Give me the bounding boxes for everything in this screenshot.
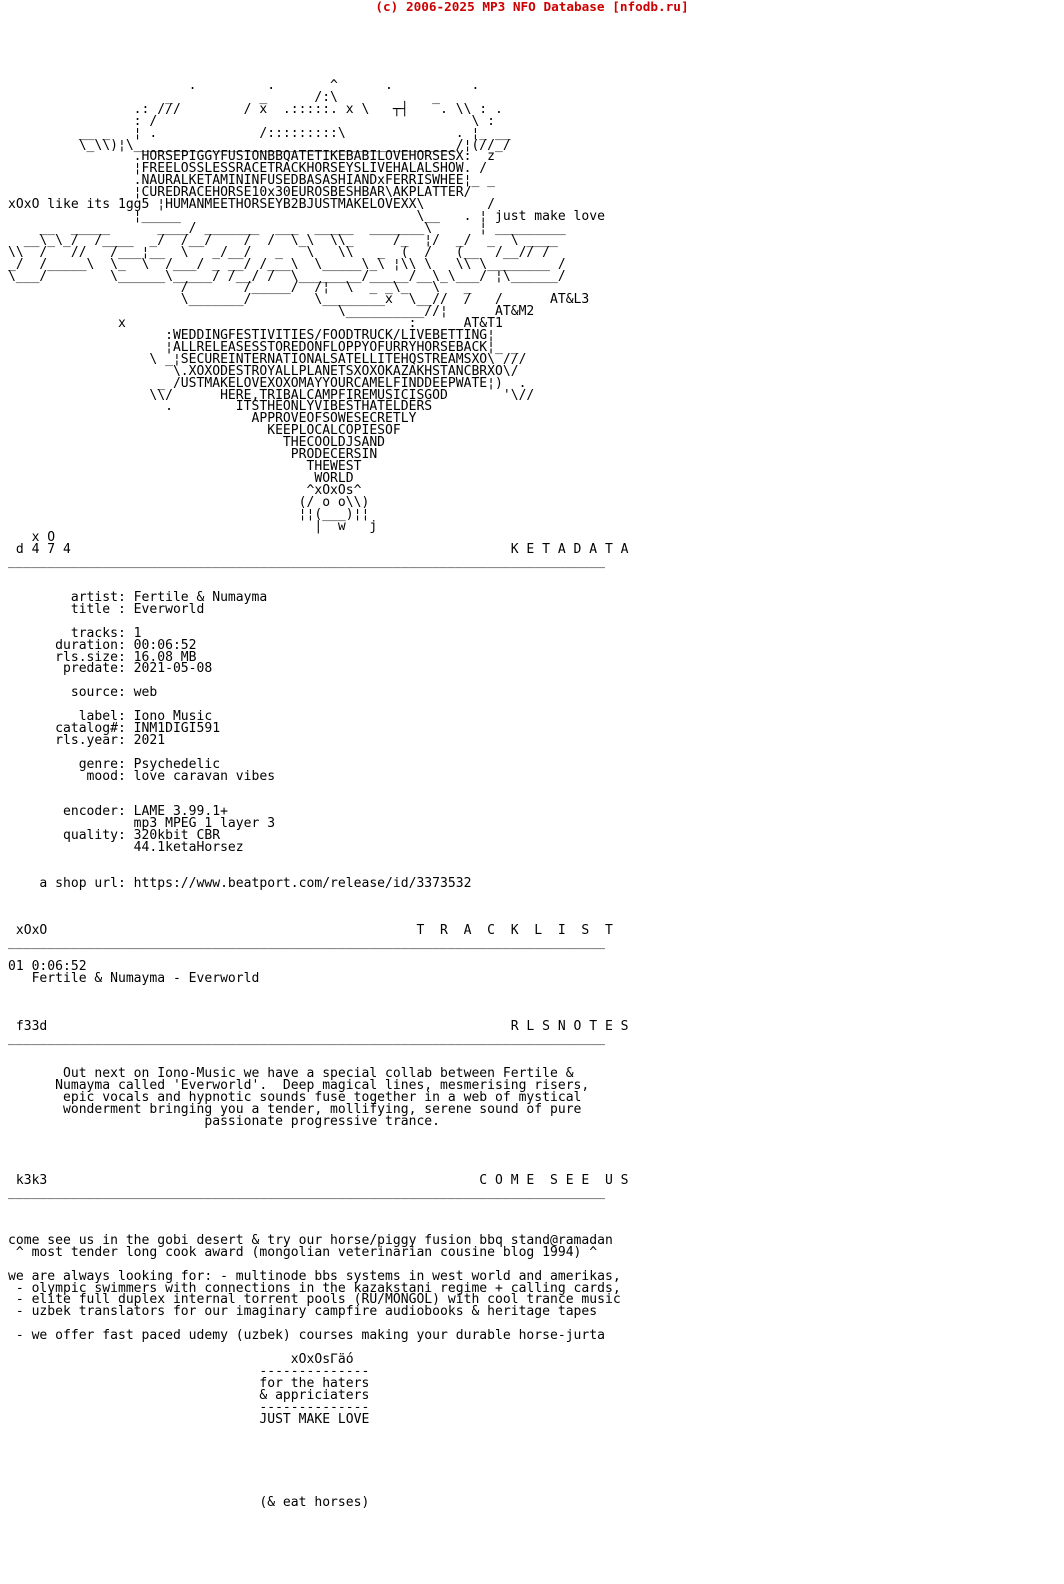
copyright-header: (c) 2006-2025 MP3 NFO Database [nfodb.ru] xyxy=(375,0,689,14)
nfo-text: . . ^ . . _ _ /:\ _ .: /// / x .:::::. x \ ┬┤ . \\ : . : / \ : __ _ ¦ . /:::::::::\ . ¦_ __ \_\\)¦\_________________________________________/¦(//_/ .HORSEPIGGYFUSIONBBQATETIKEBABILOVEHORSESX: z ¦FREELOSSLESSRACETRACKHORSEYSLIVEHALALSHOW. / .NAURALKETAMININFUSEDBASASHIANDxFERRISWHEE¦_ _ ¦CUREDRACEHORSE10x30EUROSBESHBAR\AKPLATTER/ xOxO like its 1gg5 ¦HUMANMEETHORSEYB2BJUSTMAKELOVEXX\ / ¦_____ \__ . ¦ just make love __ _____ ____/ _______ ___ _____ _______\ ¦ _________ __\_\_/ /____ _/ /__/ / / \_\ \\_ /_ ¦/ _/ _ \ ____ \\ / // /___¦__ \ _/__/ _ \ \\ _ ( / (__ /__// / _/ /_____\ \_ \ /___/ _ __/ /___\ \_____\_\ ¦\\ \ \\ \________ / \___/ \______\_____/ /__/ / \________/_____/__\_\___/ ¦\______/ / /_____/ /¦ \ _ _\_ \ _ \_______/ \________x \__// / / AT&L3 \__________//¦ AT&M2 x : AT&T1 :WEDDINGFESTIVITIES/FOODTRUCK/LIVEBETTING¦ ¦ALLRELEASESSTOREDONFLOPPYOFURRYHORSEBACK¦_ _ \ _¦SECUREINTERNATIONALSATELLITEHQSTREAMSXO\ /// \.XOXODESTROYALLPLANETSXOXOKAZAKHSTANCBRXO\/ _ /USTMAKELOVEXOXOMAYYOURCAMELFINDDEEPWATE¦) . \\/ HERE,TRIBALCAMPFIREMUSICISGOD '\// . ITSTHEONLYVIBESTHATELDERS APPROVEOFSOWESECRETLY KEEPLOCALCOPIESOF THECOOLDJSAND PRODECERSIN THEWEST WORLD ^xOxOs^ (/ o o\\) ¦¦(___)¦¦ | w j x O d 4 7 4 K E T A D A T A ____________________________________________________________________________ artist: Fertile & Numayma title : Everworld tracks: 1 duration: 00:06:52 rls.size: 16.08 MB predate: 2021-05-08 source: web label: Iono Music catalog#: INM1DIGI591 rls.year: 2021 genre: Psychedelic mood: love caravan vibes encoder: LAME 3.99.1+ mp3 MPEG 1 layer 3 quality: 320kbit CBR 44.1ketaHorsez a shop url: https://www.beatport.com/release/id/3373532 xOxO T R A C K L I S T ____________________________________________________________________________ 01 0:06:52 Fertile & Numayma - Everworld f33d R L S N O T E S ____________________________________________________________________________ Out next on Iono-Music we have a special collab between Fertile & Numayma called 'Everworld'. Deep magical lines, mesmerising risers, epic vocals and hypnotic sounds fuse together in a web of mystical wonderment bringing you a tender, mollifying, serene sound of pure passionate progressive trance. k3k3 C O M E S E E U S ____________________________________________________________________________ come see us in the gobi desert & try our horse/piggy fusion bbq stand@ramadan ^ most tender long cook award (mongolian veterinarian cousine blog 1994) ^ we are always looking for: - multinode bbs systems in west world and amerikas, - olympic swimmers with connections in the kazakstani regime + calling cards, - elite full duplex internal torrent pools (RU/MONGOL) with cool trance music - uzbek translators for our imaginary campfire audiobooks & heritage tapes - we offer fast paced udemy (uzbek) courses making your durable horse-jurta xOxOsΓäó -------------- for the haters & appriciaters -------------- JUST MAKE LOVE (& eat horses) xyxy=(8,78,629,1510)
